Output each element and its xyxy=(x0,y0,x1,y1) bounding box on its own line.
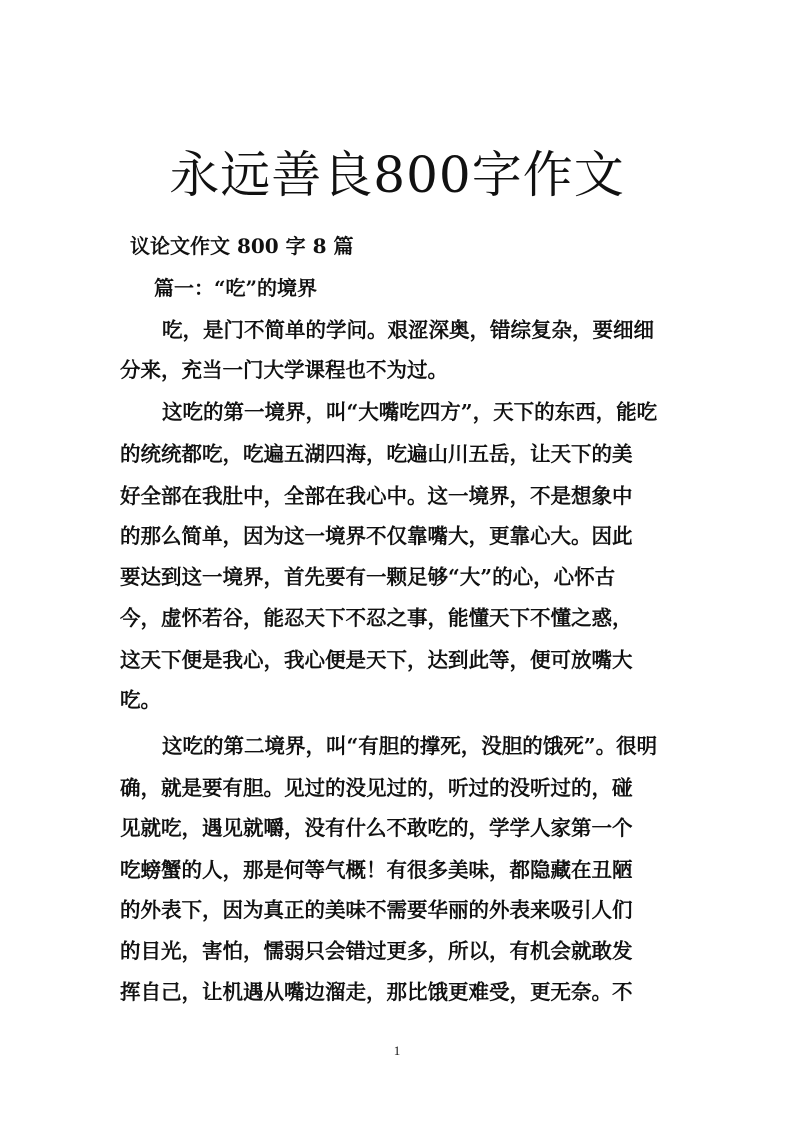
body-line: 要达到这一境界，首先要有一颗足够“大”的心，心怀古 xyxy=(120,565,616,589)
body-line: 吃，是门不简单的学问。艰涩深奥，错综复杂，要细细 xyxy=(162,318,654,342)
body-line: 的统统都吃，吃遍五湖四海，吃遍山川五岳，让天下的美 xyxy=(120,442,633,466)
document-subtitle: 议论文作文 800 字 8 篇 xyxy=(130,234,354,258)
body-line: 分来，充当一门大学课程也不为过。 xyxy=(120,358,448,382)
body-line: 这吃的第一境界，叫“大嘴吃四方”，天下的东西，能吃 xyxy=(162,400,658,424)
body-line: 这天下便是我心，我心便是天下，达到此等，便可放嘴大 xyxy=(120,648,633,672)
body-line: 的目光，害怕，懦弱只会错过更多，所以，有机会就敢发 xyxy=(120,939,633,963)
body-line: 吃。 xyxy=(120,688,161,712)
page-number: 1 xyxy=(393,1043,401,1058)
body-line: 这吃的第二境界，叫“有胆的撑死，没胆的饿死”。很明 xyxy=(162,734,658,758)
body-line: 确，就是要有胆。见过的没见过的，听过的没听过的，碰 xyxy=(120,776,633,800)
body-line: 今，虚怀若谷，能忍天下不忍之事，能懂天下不懂之惑， xyxy=(120,606,633,630)
document-title: 永远善良800字作文 xyxy=(169,146,625,204)
body-line: 吃螃蟹的人，那是何等气概！有很多美味，都隐藏在丑陋 xyxy=(120,858,633,882)
body-line: 的外表下，因为真正的美味不需要华丽的外表来吸引人们 xyxy=(120,898,633,922)
body-line: 好全部在我肚中，全部在我心中。这一境界，不是想象中 xyxy=(120,484,633,508)
body-line: 的那么简单，因为这一境界不仅靠嘴大，更靠心大。因此 xyxy=(120,524,633,548)
section-heading: 篇一：“吃”的境界 xyxy=(154,276,318,300)
body-line: 挥自己，让机遇从嘴边溜走，那比饿更难受，更无奈。不 xyxy=(120,980,633,1004)
body-line: 见就吃，遇见就嚼，没有什么不敢吃的，学学人家第一个 xyxy=(120,816,633,840)
